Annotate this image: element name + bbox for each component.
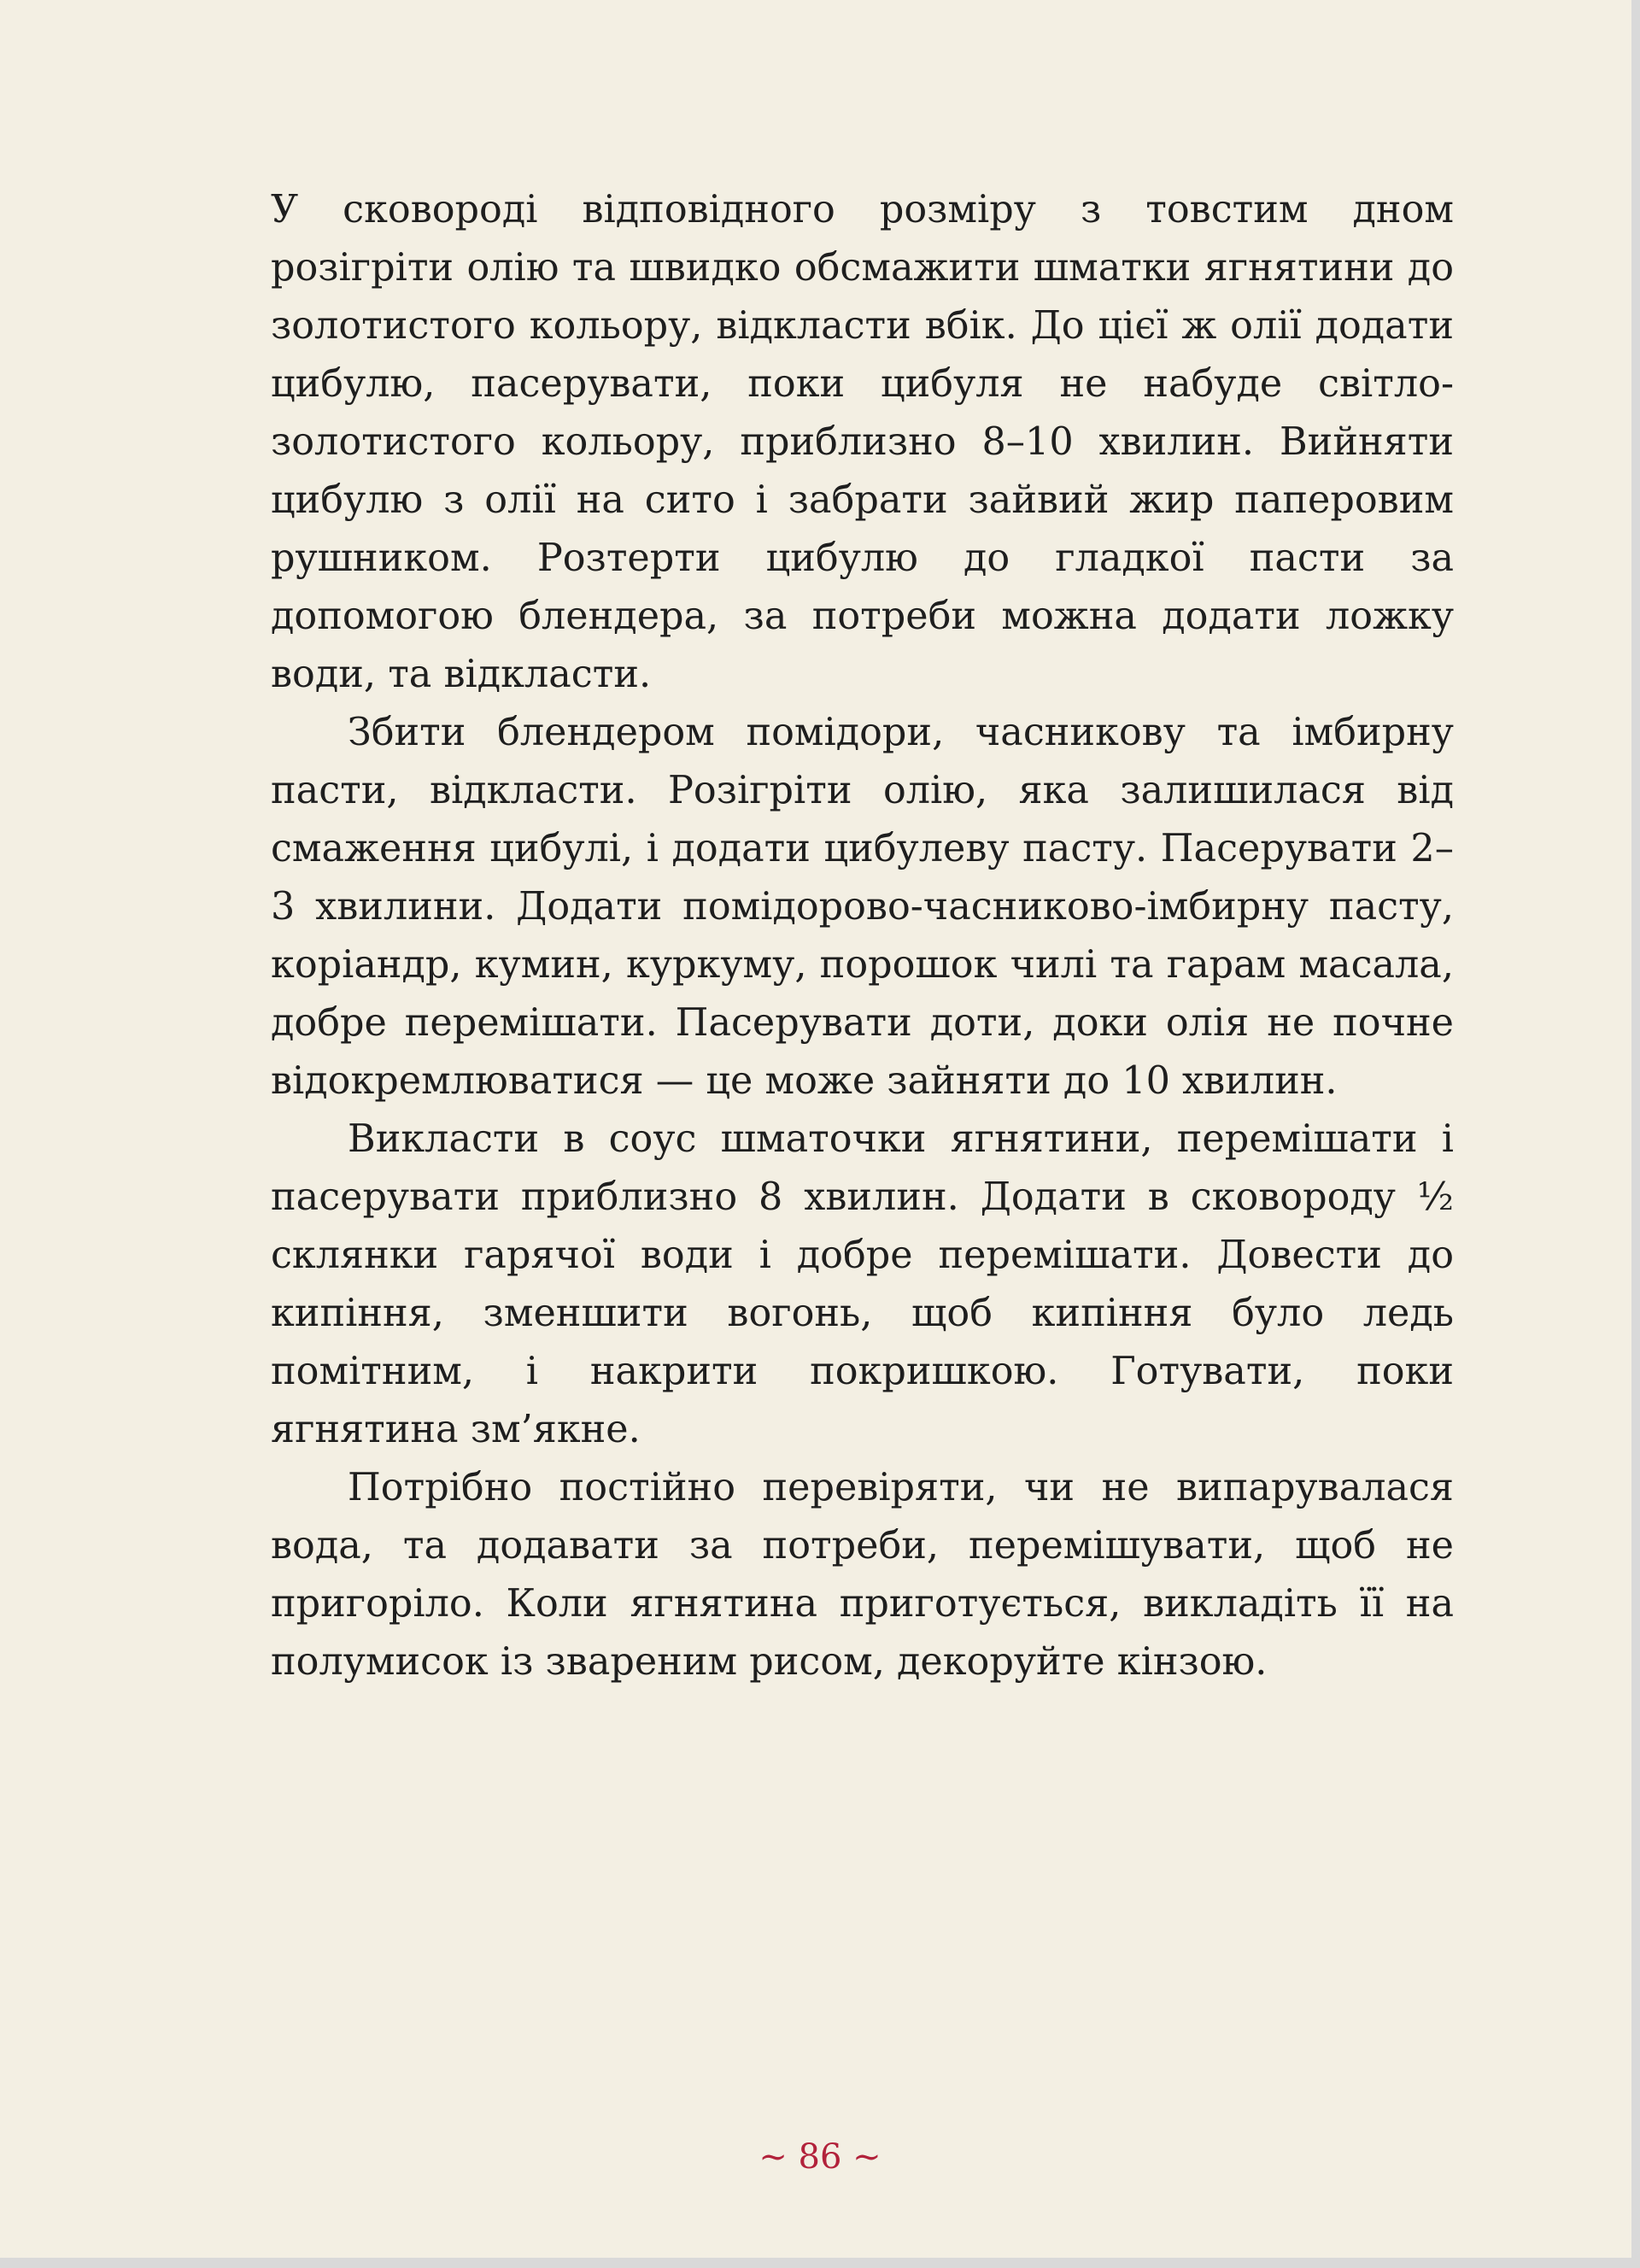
paragraph-2: Збити блендером помідори, часникову та імбирну пасти, відкласти. Розігріти олію, яка залишилася від смаження цибулі, і додати цибулеву пасту. Пасерувати 2–3 хвилини. Додати помідорово-часниково-імбирну пасту, коріандр, кумин, куркуму, порошок чилі та гарам масала, добре перемішати. Пасерувати доти, доки олія не почне відокремлюватися — це може зайняти до 10 хвилин.	[271, 711, 1454, 1103]
paragraph-4: Потрібно постійно перевіряти, чи не випарувалася вода, та додавати за потреби, перемішувати, щоб не пригоріло. Коли ягнятина приготується, викладіть її на полумисок із звареним рисом, декоруйте кінзою.	[271, 1466, 1454, 1684]
recipe-text	[271, 181, 1454, 1691]
page-number: ~ 86 ~	[758, 2137, 882, 2177]
paragraph-1: У сковороді відповідного розміру з товстим дном розігріти олію та швидко обсмажити шматки ягнятини до золотистого кольору, відкласти вбік. До цієї ж олії додати цибулю, пасерувати, поки цибуля не набуде світло-золотистого кольору, приблизно 8–10 хвилин. Вийняти цибулю з олії на сито і забрати зайвий жир паперовим рушником. Розтерти цибулю до гладкої пасти за допомогою блендера, за потреби можна додати ложку води, та відкласти.	[271, 188, 1454, 696]
paragraph-3: Викласти в соус шматочки ягнятини, перемішати і пасерувати приблизно 8 хвилин. Додати в сковороду ½ склянки гарячої води і добре перемішати. Довести до кипіння, зменшити вогонь, щоб кипіння було ледь помітним, і накрити покришкою. Готувати, поки ягнятина зм’якне.	[271, 1117, 1454, 1451]
